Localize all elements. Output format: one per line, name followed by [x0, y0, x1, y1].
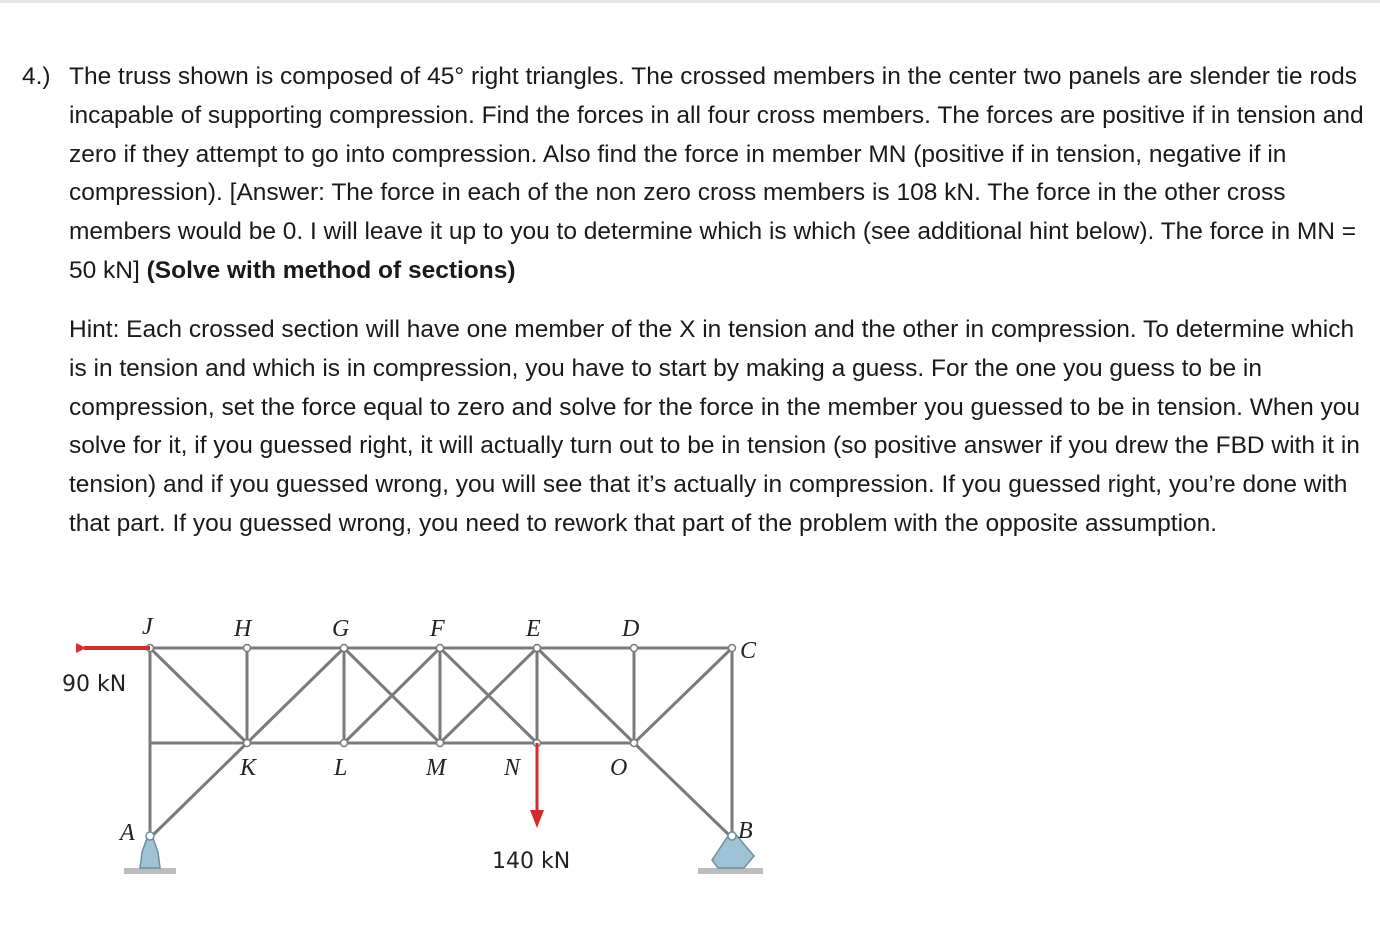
node-label-k: K: [240, 755, 257, 781]
node-label-d: D: [622, 616, 640, 642]
problem-body: The truss shown is composed of 45° right triangles. The crossed members in the center two panels are slender tie rods incapable of supporting compression. Find the forces in all four cross members. The forces are positive if in tension and zero if they attempt to go into compression. Also find the force in member MN (positive if in tension, negative if in compression). [Answer: The force in each of the non zero cross members is 108 kN. The force in the other cross members would be 0. I will leave it up to you to determine which is which (see additional hint below). The force in MN = 50 kN]: [69, 63, 1364, 284]
node-label-o: O: [610, 755, 628, 781]
node-label-b: B: [738, 818, 753, 844]
node-label-c: C: [740, 638, 757, 664]
problem-method-note: (Solve with method of sections): [146, 256, 516, 284]
joint-c: [729, 645, 736, 652]
truss-diagram: [62, 612, 767, 897]
problem-statement: [22, 58, 1367, 291]
support-a-pin: [146, 832, 154, 840]
node-label-n: N: [504, 755, 521, 781]
member-ob: [634, 743, 728, 834]
node-label-j: J: [142, 614, 153, 640]
joint-m: [437, 740, 444, 747]
member-kg: [247, 648, 344, 743]
joint-o: [631, 740, 638, 747]
ground-left: [124, 868, 176, 874]
member-en-o: [537, 648, 634, 743]
node-label-h: H: [234, 616, 252, 642]
problem-text: [69, 58, 1367, 291]
joint-l: [341, 740, 348, 747]
node-label-m: M: [426, 755, 446, 781]
load-label-140kn: 140 kN: [492, 849, 571, 874]
joint-e: [534, 645, 541, 652]
member-oc: [634, 648, 732, 743]
node-label-l: L: [334, 755, 348, 781]
top-divider: [0, 0, 1380, 3]
truss-figure: [62, 612, 767, 897]
joint-k: [244, 740, 251, 747]
member-jk: [150, 648, 247, 743]
member-ka: [154, 743, 247, 834]
joint-f: [437, 645, 444, 652]
node-label-e: E: [526, 616, 541, 642]
load-label-90kn: 90 kN: [62, 672, 127, 697]
ground-right: [698, 868, 763, 874]
node-label-g: G: [332, 616, 350, 642]
node-label-f: F: [430, 616, 445, 642]
joint-h: [244, 645, 251, 652]
joint-d: [631, 645, 638, 652]
problem-number: 4.): [22, 63, 51, 90]
node-label-a: A: [120, 820, 135, 846]
support-b-pin: [728, 832, 736, 840]
joint-g: [341, 645, 348, 652]
hint-paragraph: Hint: Each crossed section will have one member of the X in tension and the other in compression. To determine which is in tension and which is in compression, you have to start by making a guess. For the one you guess to be in compression, set the force equal to zero and solve for the force in the member you guessed to be in tension. When you solve for it, if you guessed right, it will actually turn out to be in tension (so positive answer if you drew the FBD with it in tension) and if you guessed wrong, you will see that it’s actually in compression. If you guessed right, you’re done with that part. If you guessed wrong, you need to rework that part of the problem with the opposite assumption.: [69, 316, 1361, 537]
force-140kn-arrowhead: [530, 810, 544, 828]
